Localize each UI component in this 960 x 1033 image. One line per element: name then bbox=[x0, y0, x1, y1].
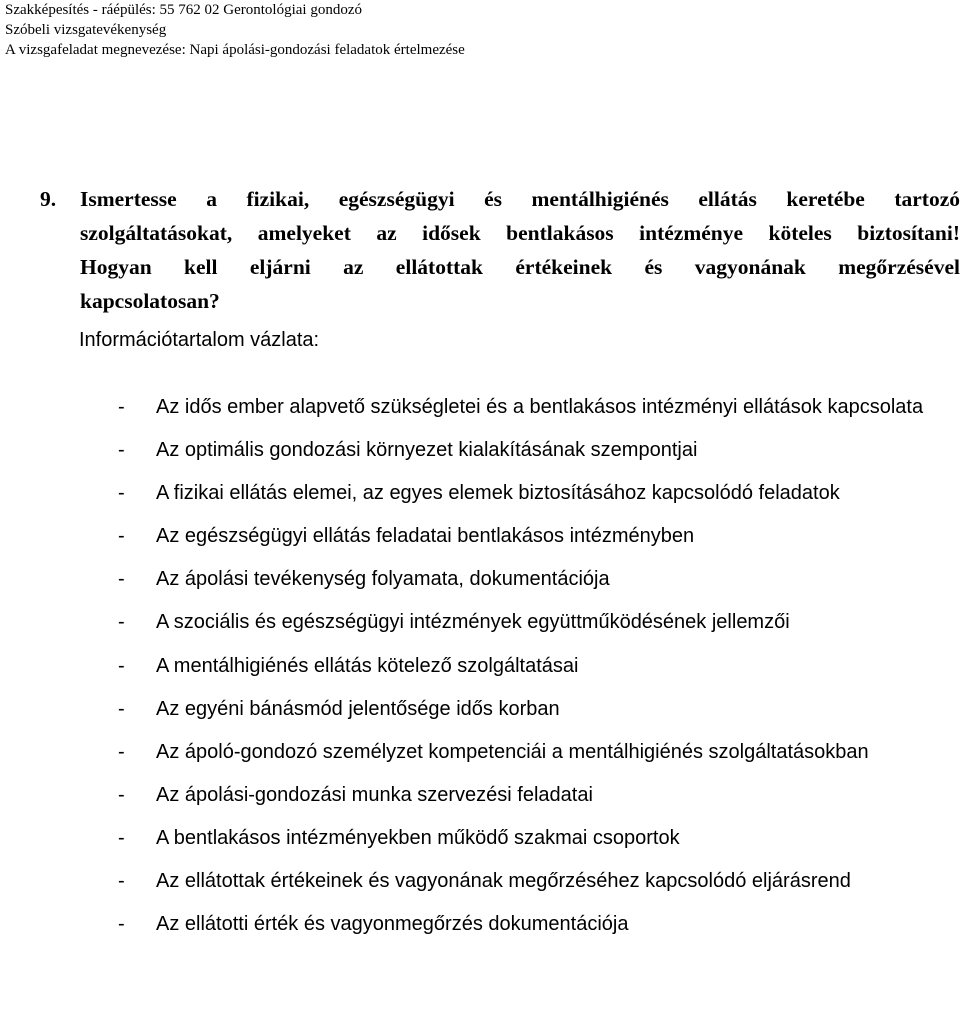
exam-question bbox=[40, 182, 960, 318]
list-item-text: Az idős ember alapvető szükségletei és a bentlakásos intézményi ellátások kapcsolata bbox=[156, 396, 924, 418]
bullet-dash: - bbox=[118, 740, 125, 763]
bullet-dash: - bbox=[118, 525, 125, 548]
list-item-text: A bentlakásos intézményekben működő szakmai csoportok bbox=[156, 826, 680, 849]
list-item-text: Az ápolási-gondozási munka szervezési feladatai bbox=[156, 783, 593, 806]
list-item-text: Az ellátotti érték és vagyonmegőrzés dokumentációja bbox=[156, 913, 629, 936]
bullet-dash: - bbox=[118, 913, 125, 936]
list-item-text: Az ápolási tevékenység folyamata, dokumentációja bbox=[156, 568, 610, 591]
bullet-dash: - bbox=[118, 783, 125, 806]
bullet-dash: - bbox=[118, 697, 125, 720]
list-item-text: Az ápoló-gondozó személyzet kompetenciái a mentálhigiénés szolgáltatásokban bbox=[156, 740, 869, 763]
bullet-dash: - bbox=[118, 568, 125, 591]
header-qualification: Szakképesítés - ráépülés: 55 762 02 Gerontológiai gondozó bbox=[5, 2, 362, 18]
list-item bbox=[118, 817, 960, 860]
bullet-dash: - bbox=[118, 870, 125, 893]
bullet-dash: - bbox=[118, 439, 125, 462]
list-item bbox=[118, 472, 960, 515]
list-item-text: Az optimális gondozási környezet kialakításának szempontjai bbox=[156, 439, 698, 462]
list-item bbox=[118, 601, 960, 644]
bullet-dash: - bbox=[118, 482, 125, 505]
bullet-dash: - bbox=[118, 654, 125, 677]
list-item-text: A fizikai ellátás elemei, az egyes elemek biztosításához kapcsolódó feladatok bbox=[156, 482, 840, 505]
bullet-dash: - bbox=[118, 826, 125, 849]
question-number: 9. bbox=[40, 187, 57, 211]
list-item-text: Az egészségügyi ellátás feladatai bentlakásos intézményben bbox=[156, 525, 695, 548]
question-line-3: Hogyan kell eljárni az ellátottak értékeinek és vagyonának megőrzésével bbox=[80, 255, 960, 279]
bullet-dash: - bbox=[118, 611, 125, 634]
header-exam-activity: Szóbeli vizsgatevékenység bbox=[5, 22, 167, 38]
list-item bbox=[118, 558, 960, 601]
list-item bbox=[118, 645, 960, 688]
list-item bbox=[118, 515, 960, 558]
list-item bbox=[118, 731, 960, 774]
question-line-4: kapcsolatosan? bbox=[80, 289, 220, 313]
list-item bbox=[118, 688, 960, 731]
list-item-text: A mentálhigiénés ellátás kötelező szolgáltatásai bbox=[156, 654, 579, 677]
list-item-text: Az egyéni bánásmód jelentősége idős korban bbox=[156, 697, 560, 720]
list-item-text: A szociális és egészségügyi intézmények együttműködésének jellemzői bbox=[156, 611, 790, 634]
outline-list bbox=[118, 386, 960, 946]
list-item bbox=[118, 386, 960, 429]
bullet-dash: - bbox=[118, 396, 125, 418]
header-task-name: A vizsgafeladat megnevezése: Napi ápolási-gondozási feladatok értelmezése bbox=[5, 42, 465, 58]
question-line-2: szolgáltatásokat, amelyeket az idősek bentlakásos intézménye köteles biztosítani! bbox=[80, 221, 960, 245]
list-item-text: Az ellátottak értékeinek és vagyonának megőrzéséhez kapcsolódó eljárásrend bbox=[156, 870, 851, 893]
document-header bbox=[5, 0, 465, 60]
question-line-1: Ismertesse a fizikai, egészségügyi és mentálhigiénés ellátás keretébe tartozó bbox=[80, 187, 960, 211]
list-item bbox=[118, 860, 960, 903]
outline-title: Információtartalom vázlata: bbox=[79, 329, 320, 351]
list-item bbox=[118, 429, 960, 472]
list-item bbox=[118, 774, 960, 817]
list-item bbox=[118, 903, 960, 946]
